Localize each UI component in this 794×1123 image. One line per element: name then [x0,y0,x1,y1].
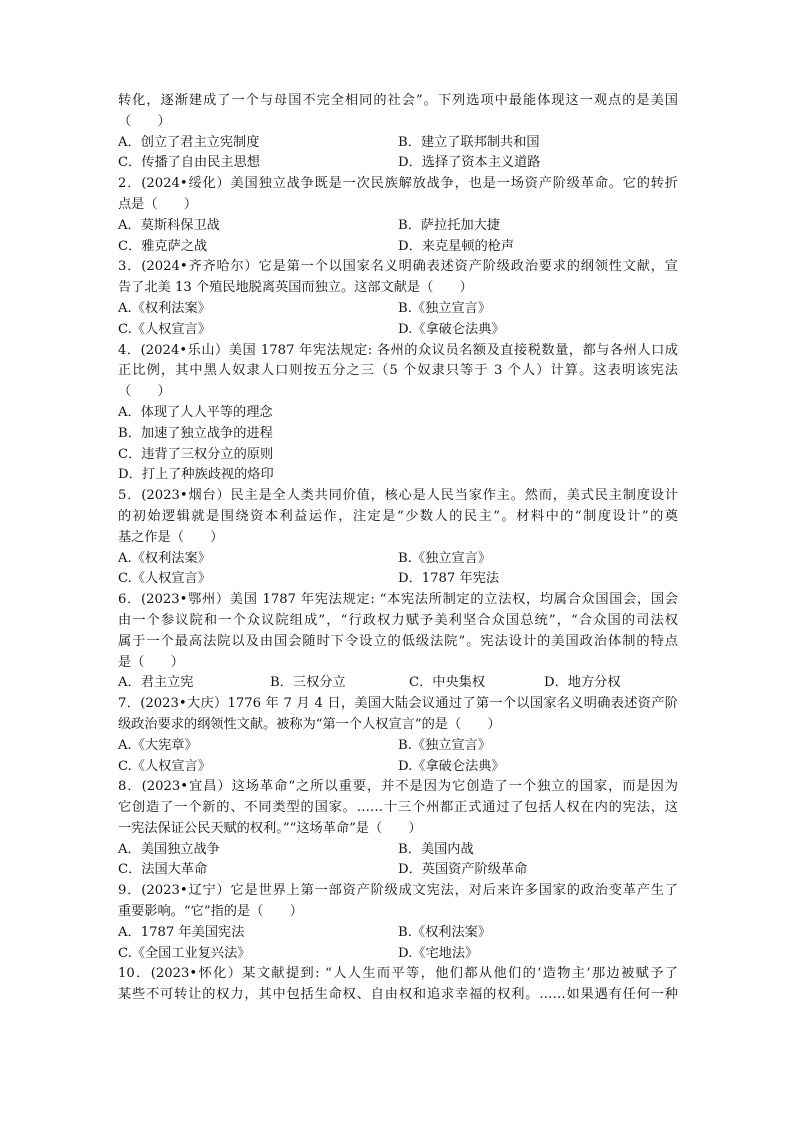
answer-option: B．加速了独立战争的进程 [118,425,273,441]
option-row [118,673,678,694]
question-block [118,694,678,777]
question-block [118,964,678,1006]
question-stem-line: 它创造了一个新的、不同类型的国家。……十三个州都正式通过了包括人权在内的宪法，这 [118,800,678,816]
answer-option: A．体现了人人平等的理念 [118,404,273,420]
answer-option: D．英国资产阶级革命 [398,862,528,878]
question-stem-line: 属于一个最高法院以及由国会随时下令设立的低级法院”。宪法设计的美国政治体制的特点 [118,633,678,649]
question-stem-line: 正比例，其中黑人奴隶人口则按五分之三（5 个奴隶只等于 3 个人）计算。这表明该宪法 [118,363,678,379]
question-block [118,590,678,694]
option-row [118,549,678,570]
answer-option: B．美国内战 [398,841,474,857]
question-stem-line: 是（ ） [118,654,184,670]
question-stem-line: 某些不可转让的权力，其中包括生命权、自由权和追求幸福的权利。……如果遇有任何一种 [118,987,678,1003]
option-row [118,153,678,174]
answer-option: C．违背了三权分立的原则 [118,446,274,462]
answer-option: D．地方分权 [544,675,621,691]
option-row [118,944,678,965]
answer-option: A.《权利法案》 [118,300,211,316]
option-row [118,216,678,237]
question-block [118,881,678,964]
answer-option: A．君主立宪 [118,675,194,691]
answer-option: B．萨拉托加大捷 [398,217,501,233]
answer-option: C.《全国工业复兴法》 [118,945,251,961]
option-row [118,860,678,881]
answer-option: D．1787 年宪法 [398,571,500,587]
question-stem-line: 重要影响。“它”指的是（ ） [118,904,303,920]
option-row [118,237,678,258]
question-stem-line: 基之作是（ ） [118,529,224,545]
question-stem-line: 一宪法保证公民天赋的权利。”“这场革命”是（ ） [118,820,422,836]
answer-option: A．美国独立战争 [118,841,220,857]
question-block [118,341,678,487]
answer-option: A.《大宪章》 [118,737,198,753]
answer-option: B.《独立宣言》 [398,300,492,316]
question-stem-line: （ ） [118,113,171,129]
answer-option: C.《人权宣言》 [118,321,211,337]
question-stem-line: 6．(2023•鄂州）美国 1787 年宪法规定: “本宪法所制定的立法权，均属合众国国会，国会 [118,592,678,608]
answer-option: C.《人权宣言》 [118,571,211,587]
option-row [118,320,678,341]
answer-option: A.《权利法案》 [118,550,211,566]
question-block [118,486,678,590]
answer-option: A．莫斯科保卫战 [118,217,220,233]
question-stem-line: 8．(2023•宜昌）这场革命“之所以重要，并不是因为它创造了一个独立的国家，而是因为 [118,779,678,795]
option-row [118,923,678,944]
answer-option: A．1787 年美国宪法 [118,924,245,940]
question-stem-line: 3．(2024•齐齐哈尔）它是第一个以国家名义明确表述资产阶级政治要求的纲领性文献，宣 [118,259,678,275]
answer-option: B．建立了联邦制共和国 [398,134,540,150]
answer-option: A．创立了君主立宪制度 [118,134,260,150]
answer-option: D.《拿破仑法典》 [398,321,505,337]
question-stem-line: 10．(2023•怀化）某文献提到: “人人生而平等，他们都从他们的‘造物主’那边被赋予了 [118,966,678,982]
answer-option: C.《人权宣言》 [118,758,211,774]
question-stem-line: 2．(2024•绥化）美国独立战争既是一次民族解放战争，也是一场资产阶级革命。它的转折 [118,176,678,192]
answer-option: B.《独立宣言》 [398,550,492,566]
option-row [118,569,678,590]
question-stem-line: 7．(2023•大庆）1776 年 7 月 4 日，美国大陆会议通过了第一个以国家名义明确表述资产阶 [118,696,678,712]
question-block [118,91,678,174]
option-row [118,133,678,154]
question-stem-line: 9．(2023•辽宁）它是世界上第一部资产阶级成文宪法，对后来许多国家的政治变革产生了 [118,883,678,899]
answer-option: D.《宅地法》 [398,945,479,961]
question-stem-line: 告了北美 13 个殖民地脱离英国而独立。这部文献是（ ） [118,280,473,296]
answer-option: D．选择了资本主义道路 [398,155,541,171]
answer-option: C．雅克萨之战 [118,238,208,254]
option-row [118,736,678,757]
answer-option: C．传播了自由民主思想 [118,155,260,171]
answer-option: D．打上了种族歧视的烙印 [118,467,274,483]
answer-option: C．中央集权 [409,675,486,691]
question-stem-line: 的初始逻辑就是围绕资本利益运作，注定是“少数人的民主”。材料中的“制度设计”的奠 [118,508,678,524]
question-block [118,777,678,881]
question-stem-line: 由一个参议院和一个众议院组成”，“行政权力赋予美利坚合众国总统”，“合众国的司法权 [118,612,678,628]
exam-page [118,91,678,1006]
question-stem-line: 点是（ ） [118,196,198,212]
question-stem-line: 级政治要求的纲领性文献。被称为“第一个人权宣言”的是（ ） [118,716,501,732]
question-stem-line: （ ） [118,384,171,400]
option-row [118,840,678,861]
answer-option: B.《独立宣言》 [398,737,492,753]
option-row [118,299,678,320]
answer-option: B．三权分立 [270,675,346,691]
question-block [118,174,678,257]
answer-option: D.《拿破仑法典》 [398,758,505,774]
question-stem-line: 转化，逐渐建成了一个与母国不完全相同的社会”。下列选项中最能体现这一观点的是美国 [118,93,678,108]
question-stem-line: 4．(2024•乐山）美国 1787 年宪法规定: 各州的众议员名额及直接税数量，都与各州人口成 [118,342,678,358]
answer-option: D．来克星顿的枪声 [398,238,515,254]
question-block [118,257,678,340]
question-stem-line: 5．(2023•烟台）民主是全人类共同价值，核心是人民当家作主。然而，美式民主制度设计 [118,488,678,504]
answer-option: C．法国大革命 [118,862,208,878]
option-row [118,757,678,778]
answer-option: B.《权利法案》 [398,924,492,940]
